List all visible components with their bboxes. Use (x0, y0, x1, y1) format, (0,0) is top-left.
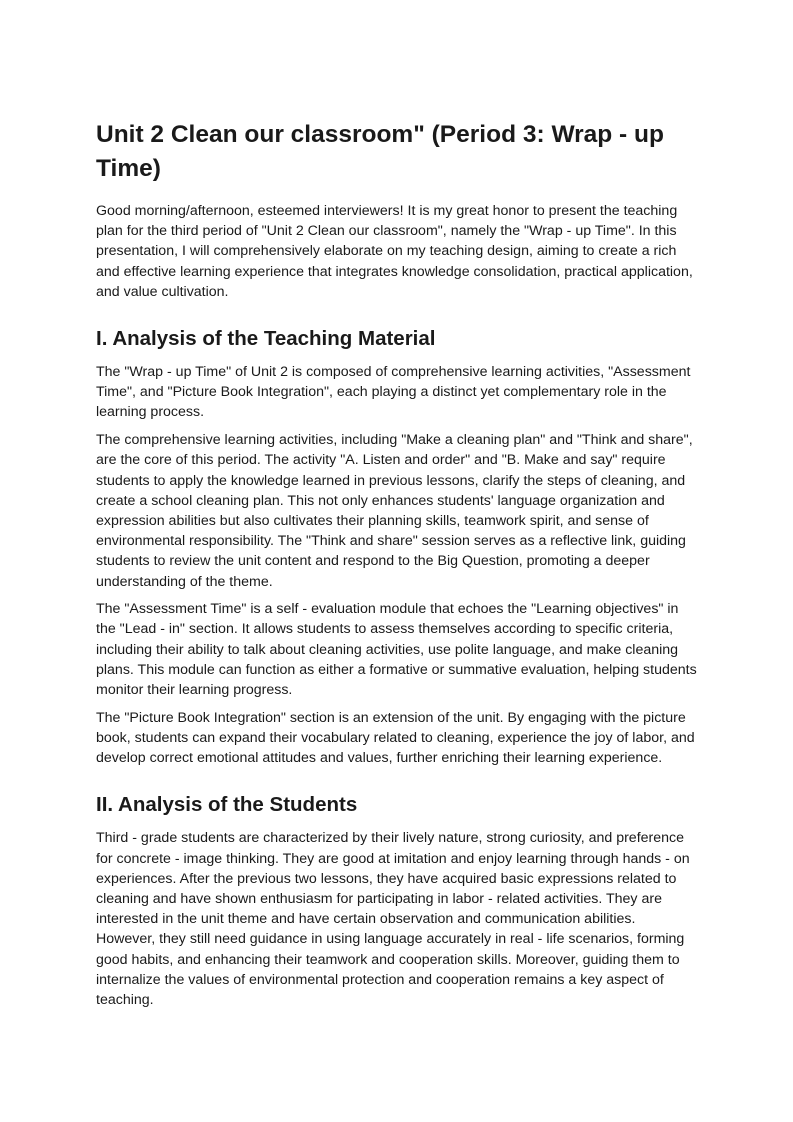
paragraph: The "Assessment Time" is a self - evaluation module that echoes the "Learning objectives" in the "Lead - in" section. It allows students to assess themselves according to specific criteria, including their ability to talk about cleaning activities, use polite language, and make cleaning plans. This module can function as either a formative or summative evaluation, helping students monitor their learning progress. (96, 601, 697, 699)
paragraph: The "Picture Book Integration" section is an extension of the unit. By engaging with the picture book, students can expand their vocabulary related to cleaning, experience the joy of labor, and develop correct emotional attitudes and values, further enriching their learning experience. (96, 709, 695, 767)
paragraph: The "Wrap - up Time" of Unit 2 is composed of comprehensive learning activities, "Assessment Time", and "Picture Book Integration", each playing a distinct yet complementary role in the learning process. (96, 364, 691, 421)
document-title: Unit 2 Clean our classroom" (Period 3: Wrap - up Time) (96, 121, 664, 182)
section-students (96, 791, 698, 1010)
paragraph: Third - grade students are characterized by their lively nature, strong curiosity, and preference for concrete - image thinking. They are good at imitation and enjoy learning through hands - on experiences. After the previous two lessons, they have acquired basic expressions related to cleaning and have shown enthusiasm for participating in labor - related activities. They are interested in the unit theme and have certain observation and communication abilities. However, they still need guidance in using language accurately in real - life scenarios, forming good habits, and enhancing their teamwork and cooperation skills. Moreover, guiding them to internalize the values of environmental protection and cooperation remains a key aspect of teaching. (96, 830, 690, 1008)
paragraph: The comprehensive learning activities, including "Make a cleaning plan" and "Think and share", are the core of this period. The activity "A. Listen and order" and "B. Make and say" require students to apply the knowledge learned in previous lessons, clarify the steps of cleaning, and create a school cleaning plan. This not only enhances students' language organization and expression abilities but also cultivates their planning skills, teamwork spirit, and sense of environmental responsibility. The "Think and share" session serves as a reflective link, guiding students to review the unit content and respond to the Big Question, promoting a deeper understanding of the theme. (96, 432, 693, 590)
document-page (96, 118, 698, 1018)
section-heading: I. Analysis of the Teaching Material (96, 327, 436, 351)
section-teaching-material (96, 325, 698, 768)
intro-paragraph: Good morning/afternoon, esteemed interviewers! It is my great honor to present the teaching plan for the third period of "Unit 2 Clean our classroom", namely the "Wrap - up Time". In this presentation, I will comprehensively elaborate on my teaching design, aiming to create a rich and effective learning experience that integrates knowledge consolidation, practical application, and value cultivation. (96, 203, 693, 300)
section-heading: II. Analysis of the Students (96, 793, 358, 817)
